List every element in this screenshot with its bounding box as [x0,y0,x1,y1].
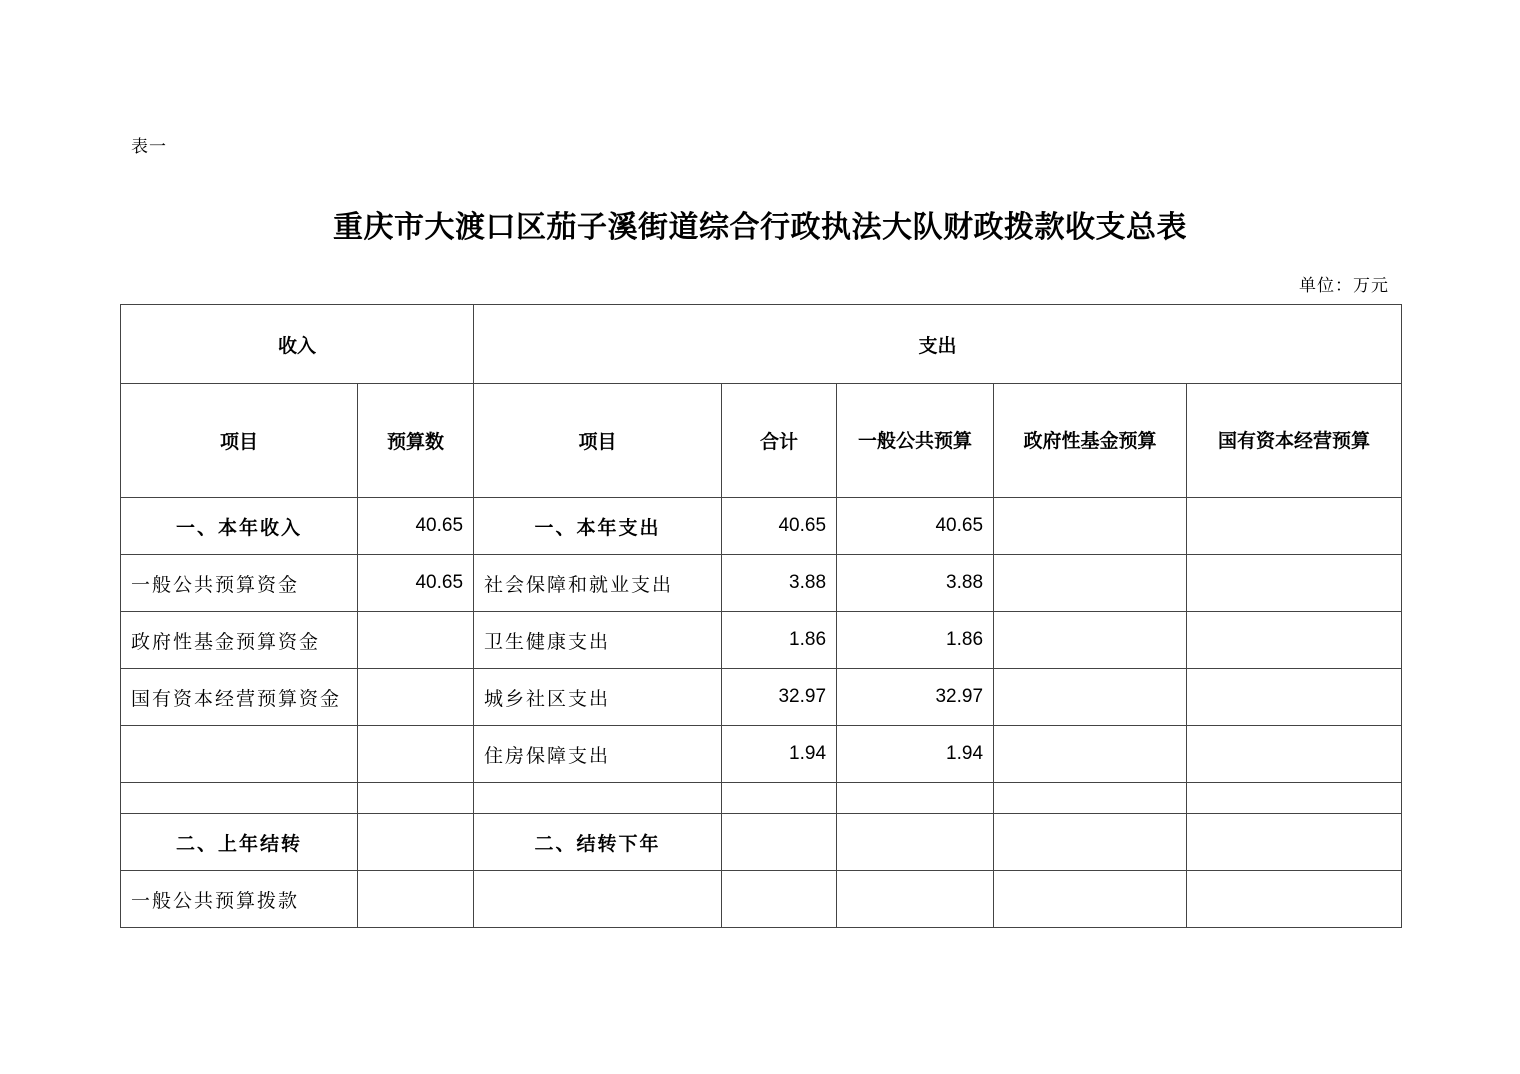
total-cell [722,814,837,871]
table-row [121,555,1402,612]
fund-cell [994,612,1187,669]
fund-cell [994,783,1187,814]
fund-cell [994,726,1187,783]
fund-cell [994,498,1187,555]
capital-cell [1187,669,1402,726]
general-cell: 1.86 [837,612,994,669]
expense-item-header: 项目 [474,384,722,498]
income-item-cell: 一般公共预算资金 [121,555,358,612]
fund-cell [994,555,1187,612]
expense-item-cell: 住房保障支出 [474,726,722,783]
expense-item-cell: 一、本年支出 [474,498,722,555]
total-cell: 40.65 [722,498,837,555]
general-cell: 1.94 [837,726,994,783]
budget-table [120,304,1402,928]
general-public-header: 一般公共预算 [837,384,994,498]
income-amount-cell [358,814,474,871]
total-cell: 32.97 [722,669,837,726]
expense-item-cell [474,783,722,814]
income-budget-header: 预算数 [358,384,474,498]
fund-cell [994,814,1187,871]
table-row [121,498,1402,555]
income-item-cell: 国有资本经营预算资金 [121,669,358,726]
income-header: 收入 [121,305,474,384]
income-item-cell: 政府性基金预算资金 [121,612,358,669]
capital-cell [1187,783,1402,814]
income-amount-cell: 40.65 [358,555,474,612]
page-title: 重庆市大渡口区茄子溪街道综合行政执法大队财政拨款收支总表 [333,210,1187,245]
income-amount-cell [358,783,474,814]
expense-item-cell: 卫生健康支出 [474,612,722,669]
capital-cell [1187,612,1402,669]
general-cell [837,814,994,871]
income-amount-cell [358,726,474,783]
income-item-cell [121,726,358,783]
total-cell [722,783,837,814]
table-row [121,612,1402,669]
table-row [121,669,1402,726]
general-cell: 3.88 [837,555,994,612]
table-row [121,726,1402,783]
table-row-spacer [121,783,1402,814]
unit-label: 单位：万元 [1299,276,1389,296]
total-cell: 1.86 [722,612,837,669]
general-cell [837,871,994,928]
total-header: 合计 [722,384,837,498]
income-item-cell: 二、上年结转 [121,814,358,871]
capital-cell [1187,555,1402,612]
general-cell: 40.65 [837,498,994,555]
capital-cell [1187,498,1402,555]
income-amount-cell: 40.65 [358,498,474,555]
table-label: 表一 [131,137,167,157]
expense-item-cell: 二、结转下年 [474,814,722,871]
income-item-header: 项目 [121,384,358,498]
state-capital-header: 国有资本经营预算 [1187,384,1402,498]
expense-item-cell: 城乡社区支出 [474,669,722,726]
income-amount-cell [358,612,474,669]
general-cell [837,783,994,814]
table-row [121,814,1402,871]
table-row [121,871,1402,928]
header-row-main [121,305,1402,384]
expense-item-cell: 社会保障和就业支出 [474,555,722,612]
capital-cell [1187,871,1402,928]
expense-item-cell [474,871,722,928]
capital-cell [1187,814,1402,871]
income-item-cell: 一般公共预算拨款 [121,871,358,928]
expense-header: 支出 [474,305,1402,384]
capital-cell [1187,726,1402,783]
income-amount-cell [358,669,474,726]
fund-cell [994,669,1187,726]
income-item-cell [121,783,358,814]
general-cell: 32.97 [837,669,994,726]
total-cell: 1.94 [722,726,837,783]
income-item-cell: 一、本年收入 [121,498,358,555]
gov-fund-header: 政府性基金预算 [994,384,1187,498]
income-amount-cell [358,871,474,928]
fund-cell [994,871,1187,928]
total-cell [722,871,837,928]
header-row-sub [121,384,1402,498]
total-cell: 3.88 [722,555,837,612]
